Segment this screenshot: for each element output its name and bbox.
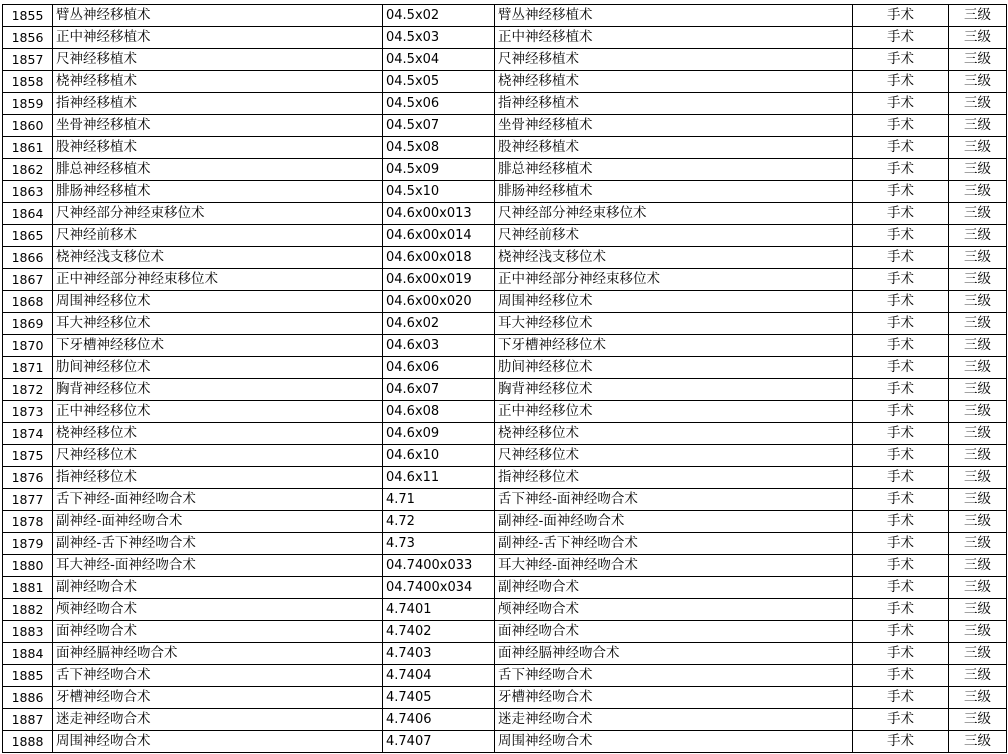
table-row [3, 709, 1007, 731]
table-row [3, 379, 1007, 401]
procedure-code-cell: 4.7404 [383, 665, 495, 687]
standard-name-cell: 迷走神经吻合术 [495, 709, 853, 731]
procedure-name-cell: 周围神经吻合术 [53, 731, 383, 753]
level-cell: 三级 [949, 643, 1007, 665]
procedure-code-cell: 04.6x10 [383, 445, 495, 467]
level-cell: 三级 [949, 357, 1007, 379]
procedure-code-cell: 04.7400x033 [383, 555, 495, 577]
category-cell: 手术 [853, 665, 949, 687]
level-cell: 三级 [949, 71, 1007, 93]
procedure-name-cell: 股神经移植术 [53, 137, 383, 159]
level-cell: 三级 [949, 577, 1007, 599]
procedure-name-cell: 坐骨神经移植术 [53, 115, 383, 137]
procedure-name-cell: 肋间神经移位术 [53, 357, 383, 379]
table-row [3, 5, 1007, 27]
level-cell: 三级 [949, 203, 1007, 225]
row-number-cell: 1864 [3, 203, 53, 225]
level-cell: 三级 [949, 115, 1007, 137]
procedure-code-cell: 04.6x07 [383, 379, 495, 401]
row-number-cell: 1872 [3, 379, 53, 401]
category-cell: 手术 [853, 181, 949, 203]
procedure-code-cell: 04.5x09 [383, 159, 495, 181]
category-cell: 手术 [853, 577, 949, 599]
procedure-code-cell: 4.7405 [383, 687, 495, 709]
row-number-cell: 1878 [3, 511, 53, 533]
category-cell: 手术 [853, 5, 949, 27]
standard-name-cell: 副神经-面神经吻合术 [495, 511, 853, 533]
level-cell: 三级 [949, 335, 1007, 357]
standard-name-cell: 尺神经前移术 [495, 225, 853, 247]
procedure-name-cell: 耳大神经移位术 [53, 313, 383, 335]
level-cell: 三级 [949, 489, 1007, 511]
procedure-name-cell: 颅神经吻合术 [53, 599, 383, 621]
category-cell: 手术 [853, 335, 949, 357]
level-cell: 三级 [949, 137, 1007, 159]
category-cell: 手术 [853, 49, 949, 71]
row-number-cell: 1857 [3, 49, 53, 71]
level-cell: 三级 [949, 423, 1007, 445]
row-number-cell: 1855 [3, 5, 53, 27]
procedure-name-cell: 尺神经部分神经束移位术 [53, 203, 383, 225]
procedure-code-cell: 04.6x08 [383, 401, 495, 423]
category-cell: 手术 [853, 621, 949, 643]
procedure-table-body [3, 5, 1007, 753]
procedure-code-cell: 4.7401 [383, 599, 495, 621]
procedure-name-cell: 下牙槽神经移位术 [53, 335, 383, 357]
standard-name-cell: 指神经移位术 [495, 467, 853, 489]
table-row [3, 291, 1007, 313]
procedure-name-cell: 牙槽神经吻合术 [53, 687, 383, 709]
level-cell: 三级 [949, 269, 1007, 291]
level-cell: 三级 [949, 445, 1007, 467]
category-cell: 手术 [853, 511, 949, 533]
procedure-code-cell: 4.72 [383, 511, 495, 533]
table-row [3, 93, 1007, 115]
row-number-cell: 1877 [3, 489, 53, 511]
row-number-cell: 1875 [3, 445, 53, 467]
procedure-name-cell: 面神经吻合术 [53, 621, 383, 643]
standard-name-cell: 下牙槽神经移位术 [495, 335, 853, 357]
level-cell: 三级 [949, 225, 1007, 247]
row-number-cell: 1862 [3, 159, 53, 181]
procedure-name-cell: 腓总神经移植术 [53, 159, 383, 181]
standard-name-cell: 腓总神经移植术 [495, 159, 853, 181]
table-row [3, 49, 1007, 71]
procedure-name-cell: 正中神经移植术 [53, 27, 383, 49]
standard-name-cell: 桡神经浅支移位术 [495, 247, 853, 269]
procedure-name-cell: 尺神经移植术 [53, 49, 383, 71]
category-cell: 手术 [853, 247, 949, 269]
table-row [3, 511, 1007, 533]
procedure-name-cell: 尺神经前移术 [53, 225, 383, 247]
level-cell: 三级 [949, 511, 1007, 533]
procedure-code-cell: 04.5x10 [383, 181, 495, 203]
standard-name-cell: 面神经吻合术 [495, 621, 853, 643]
table-row [3, 665, 1007, 687]
table-row [3, 621, 1007, 643]
procedure-name-cell: 臂丛神经移植术 [53, 5, 383, 27]
table-row [3, 115, 1007, 137]
row-number-cell: 1879 [3, 533, 53, 555]
procedure-name-cell: 舌下神经-面神经吻合术 [53, 489, 383, 511]
procedure-code-cell: 04.5x06 [383, 93, 495, 115]
standard-name-cell: 耳大神经-面神经吻合术 [495, 555, 853, 577]
category-cell: 手术 [853, 159, 949, 181]
table-row [3, 159, 1007, 181]
procedure-name-cell: 桡神经移植术 [53, 71, 383, 93]
standard-name-cell: 副神经-舌下神经吻合术 [495, 533, 853, 555]
level-cell: 三级 [949, 27, 1007, 49]
procedure-code-cell: 04.5x02 [383, 5, 495, 27]
procedure-name-cell: 胸背神经移位术 [53, 379, 383, 401]
standard-name-cell: 正中神经部分神经束移位术 [495, 269, 853, 291]
standard-name-cell: 尺神经部分神经束移位术 [495, 203, 853, 225]
row-number-cell: 1871 [3, 357, 53, 379]
level-cell: 三级 [949, 687, 1007, 709]
procedure-name-cell: 桡神经移位术 [53, 423, 383, 445]
procedure-code-cell: 4.73 [383, 533, 495, 555]
category-cell: 手术 [853, 401, 949, 423]
category-cell: 手术 [853, 423, 949, 445]
level-cell: 三级 [949, 621, 1007, 643]
row-number-cell: 1860 [3, 115, 53, 137]
procedure-code-cell: 04.6x09 [383, 423, 495, 445]
procedure-name-cell: 舌下神经吻合术 [53, 665, 383, 687]
standard-name-cell: 面神经膈神经吻合术 [495, 643, 853, 665]
row-number-cell: 1884 [3, 643, 53, 665]
row-number-cell: 1868 [3, 291, 53, 313]
procedure-name-cell: 副神经-舌下神经吻合术 [53, 533, 383, 555]
procedure-table [2, 4, 1007, 753]
category-cell: 手术 [853, 489, 949, 511]
procedure-name-cell: 指神经移位术 [53, 467, 383, 489]
row-number-cell: 1858 [3, 71, 53, 93]
procedure-code-cell: 04.6x11 [383, 467, 495, 489]
procedure-code-cell: 04.5x07 [383, 115, 495, 137]
procedure-code-cell: 4.7407 [383, 731, 495, 753]
table-row [3, 577, 1007, 599]
row-number-cell: 1866 [3, 247, 53, 269]
table-row [3, 533, 1007, 555]
category-cell: 手术 [853, 115, 949, 137]
row-number-cell: 1885 [3, 665, 53, 687]
table-row [3, 643, 1007, 665]
procedure-code-cell: 4.7403 [383, 643, 495, 665]
level-cell: 三级 [949, 247, 1007, 269]
standard-name-cell: 耳大神经移位术 [495, 313, 853, 335]
standard-name-cell: 牙槽神经吻合术 [495, 687, 853, 709]
procedure-code-cell: 04.5x08 [383, 137, 495, 159]
row-number-cell: 1883 [3, 621, 53, 643]
level-cell: 三级 [949, 379, 1007, 401]
standard-name-cell: 肋间神经移位术 [495, 357, 853, 379]
category-cell: 手术 [853, 731, 949, 753]
level-cell: 三级 [949, 599, 1007, 621]
standard-name-cell: 舌下神经-面神经吻合术 [495, 489, 853, 511]
row-number-cell: 1859 [3, 93, 53, 115]
procedure-code-cell: 04.6x03 [383, 335, 495, 357]
table-row [3, 423, 1007, 445]
level-cell: 三级 [949, 93, 1007, 115]
level-cell: 三级 [949, 555, 1007, 577]
table-row [3, 467, 1007, 489]
procedure-code-cell: 04.6x00x018 [383, 247, 495, 269]
standard-name-cell: 副神经吻合术 [495, 577, 853, 599]
row-number-cell: 1869 [3, 313, 53, 335]
table-row [3, 731, 1007, 753]
procedure-name-cell: 面神经膈神经吻合术 [53, 643, 383, 665]
row-number-cell: 1887 [3, 709, 53, 731]
category-cell: 手术 [853, 709, 949, 731]
procedure-name-cell: 副神经-面神经吻合术 [53, 511, 383, 533]
standard-name-cell: 周围神经吻合术 [495, 731, 853, 753]
procedure-name-cell: 腓肠神经移植术 [53, 181, 383, 203]
procedure-code-cell: 4.71 [383, 489, 495, 511]
standard-name-cell: 正中神经移植术 [495, 27, 853, 49]
procedure-code-cell: 4.7402 [383, 621, 495, 643]
procedure-code-cell: 04.6x00x020 [383, 291, 495, 313]
row-number-cell: 1867 [3, 269, 53, 291]
procedure-name-cell: 正中神经移位术 [53, 401, 383, 423]
standard-name-cell: 舌下神经吻合术 [495, 665, 853, 687]
category-cell: 手术 [853, 599, 949, 621]
standard-name-cell: 股神经移植术 [495, 137, 853, 159]
procedure-code-cell: 4.7406 [383, 709, 495, 731]
procedure-name-cell: 迷走神经吻合术 [53, 709, 383, 731]
row-number-cell: 1861 [3, 137, 53, 159]
procedure-code-cell: 04.6x00x014 [383, 225, 495, 247]
procedure-name-cell: 周围神经移位术 [53, 291, 383, 313]
row-number-cell: 1888 [3, 731, 53, 753]
standard-name-cell: 尺神经移位术 [495, 445, 853, 467]
category-cell: 手术 [853, 379, 949, 401]
level-cell: 三级 [949, 313, 1007, 335]
category-cell: 手术 [853, 93, 949, 115]
table-row [3, 599, 1007, 621]
standard-name-cell: 桡神经移位术 [495, 423, 853, 445]
table-row [3, 335, 1007, 357]
procedure-code-cell: 04.7400x034 [383, 577, 495, 599]
level-cell: 三级 [949, 291, 1007, 313]
row-number-cell: 1886 [3, 687, 53, 709]
row-number-cell: 1870 [3, 335, 53, 357]
row-number-cell: 1880 [3, 555, 53, 577]
category-cell: 手术 [853, 203, 949, 225]
category-cell: 手术 [853, 357, 949, 379]
category-cell: 手术 [853, 291, 949, 313]
row-number-cell: 1881 [3, 577, 53, 599]
standard-name-cell: 桡神经移植术 [495, 71, 853, 93]
row-number-cell: 1865 [3, 225, 53, 247]
category-cell: 手术 [853, 313, 949, 335]
table-row [3, 489, 1007, 511]
row-number-cell: 1873 [3, 401, 53, 423]
table-row [3, 357, 1007, 379]
row-number-cell: 1876 [3, 467, 53, 489]
table-row [3, 203, 1007, 225]
table-row [3, 247, 1007, 269]
table-row [3, 181, 1007, 203]
procedure-code-cell: 04.5x03 [383, 27, 495, 49]
category-cell: 手术 [853, 687, 949, 709]
row-number-cell: 1882 [3, 599, 53, 621]
row-number-cell: 1863 [3, 181, 53, 203]
table-row [3, 313, 1007, 335]
category-cell: 手术 [853, 27, 949, 49]
category-cell: 手术 [853, 467, 949, 489]
category-cell: 手术 [853, 445, 949, 467]
table-row [3, 27, 1007, 49]
standard-name-cell: 周围神经移位术 [495, 291, 853, 313]
procedure-code-cell: 04.6x00x019 [383, 269, 495, 291]
table-row [3, 445, 1007, 467]
table-row [3, 71, 1007, 93]
category-cell: 手术 [853, 533, 949, 555]
table-row [3, 225, 1007, 247]
category-cell: 手术 [853, 555, 949, 577]
table-row [3, 687, 1007, 709]
procedure-code-cell: 04.6x06 [383, 357, 495, 379]
table-row [3, 269, 1007, 291]
standard-name-cell: 胸背神经移位术 [495, 379, 853, 401]
level-cell: 三级 [949, 731, 1007, 753]
standard-name-cell: 指神经移植术 [495, 93, 853, 115]
procedure-name-cell: 指神经移植术 [53, 93, 383, 115]
standard-name-cell: 坐骨神经移植术 [495, 115, 853, 137]
standard-name-cell: 颅神经吻合术 [495, 599, 853, 621]
standard-name-cell: 臂丛神经移植术 [495, 5, 853, 27]
procedure-code-cell: 04.6x02 [383, 313, 495, 335]
standard-name-cell: 尺神经移植术 [495, 49, 853, 71]
level-cell: 三级 [949, 401, 1007, 423]
procedure-name-cell: 副神经吻合术 [53, 577, 383, 599]
procedure-name-cell: 耳大神经-面神经吻合术 [53, 555, 383, 577]
table-row [3, 137, 1007, 159]
standard-name-cell: 正中神经移位术 [495, 401, 853, 423]
level-cell: 三级 [949, 49, 1007, 71]
level-cell: 三级 [949, 5, 1007, 27]
procedure-name-cell: 尺神经移位术 [53, 445, 383, 467]
procedure-code-cell: 04.5x04 [383, 49, 495, 71]
category-cell: 手术 [853, 269, 949, 291]
category-cell: 手术 [853, 225, 949, 247]
level-cell: 三级 [949, 181, 1007, 203]
table-row [3, 401, 1007, 423]
procedure-code-cell: 04.5x05 [383, 71, 495, 93]
category-cell: 手术 [853, 137, 949, 159]
row-number-cell: 1856 [3, 27, 53, 49]
level-cell: 三级 [949, 159, 1007, 181]
category-cell: 手术 [853, 643, 949, 665]
procedure-name-cell: 桡神经浅支移位术 [53, 247, 383, 269]
standard-name-cell: 腓肠神经移植术 [495, 181, 853, 203]
level-cell: 三级 [949, 533, 1007, 555]
level-cell: 三级 [949, 665, 1007, 687]
procedure-code-cell: 04.6x00x013 [383, 203, 495, 225]
table-row [3, 555, 1007, 577]
level-cell: 三级 [949, 467, 1007, 489]
row-number-cell: 1874 [3, 423, 53, 445]
category-cell: 手术 [853, 71, 949, 93]
level-cell: 三级 [949, 709, 1007, 731]
procedure-name-cell: 正中神经部分神经束移位术 [53, 269, 383, 291]
